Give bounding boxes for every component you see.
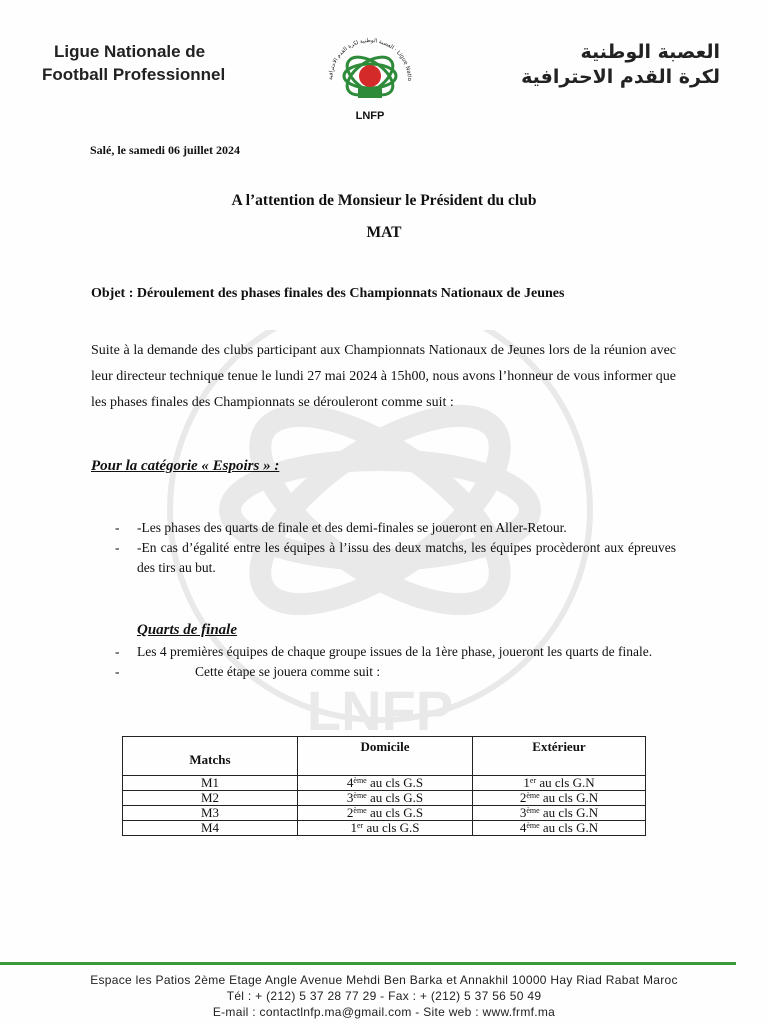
away-team-cell: 2ème au cls G.N xyxy=(473,791,646,806)
away-team-cell: 3ème au cls G.N xyxy=(473,806,646,821)
col-header-matchs: Matchs xyxy=(123,737,298,776)
lnfp-logo xyxy=(318,28,422,124)
section-espoirs-title: Pour la catégorie « Espoirs » : xyxy=(91,458,280,474)
col-header-domicile: Domicile xyxy=(298,737,473,776)
footer-phone: Tél : + (212) 5 37 28 77 29 - Fax : + (212) 5 37 56 50 49 xyxy=(226,989,542,1003)
matches-table xyxy=(122,736,646,836)
addressee-club: MAT xyxy=(366,224,402,241)
footer-address: Espace les Patios 2ème Etage Angle Avenue Mehdi Ben Barka et Annakhil 10000 Hay Riad Rabat Maroc xyxy=(90,973,678,987)
col-header-exterieur: Extérieur xyxy=(473,737,646,776)
footer-contact xyxy=(0,972,768,1020)
table-row xyxy=(123,776,646,791)
match-id: M4 xyxy=(123,821,298,836)
home-team-cell: 3ème au cls G.S xyxy=(298,791,473,806)
list-item: - -En cas d’égalité entre les équipes à l’issu des deux matchs, les équipes procèderont aux épreuves des tirs au but. xyxy=(115,540,676,575)
letter-date: Salé, le samedi 06 juillet 2024 xyxy=(90,143,240,157)
logo-text: LNFP xyxy=(355,110,385,122)
arabic-line1: العصبة الوطنية xyxy=(580,41,720,63)
match-id: M1 xyxy=(123,776,298,791)
section-quarts-title: Quarts de finale xyxy=(137,622,238,638)
org-name-french xyxy=(42,40,225,86)
home-team-cell: 2ème au cls G.S xyxy=(298,806,473,821)
table-row xyxy=(123,791,646,806)
arabic-line2: لكرة القدم الاحترافية xyxy=(521,66,720,88)
org-name-line2: Football Professionnel xyxy=(42,65,226,84)
table-header-row xyxy=(123,737,646,776)
quarts-bullets xyxy=(115,642,676,682)
org-name-line1: Ligue Nationale de xyxy=(54,42,206,61)
match-id: M3 xyxy=(123,806,298,821)
org-name-arabic xyxy=(521,40,720,90)
list-item: - -Les phases des quarts de finale et des demi-finales se joueront en Aller-Retour. xyxy=(115,520,567,535)
espoirs-bullets xyxy=(115,518,676,578)
home-team-cell: 1er au cls G.S xyxy=(298,821,473,836)
match-id: M2 xyxy=(123,791,298,806)
home-team-cell: 4ème au cls G.S xyxy=(298,776,473,791)
table-row xyxy=(123,821,646,836)
table-row xyxy=(123,806,646,821)
intro-paragraph: Suite à la demande des clubs participant aux Championnats Nationaux de Jeunes lors de la réunion avec leur directeur technique tenue le lundi 27 mai 2024 à 15h00, nous avons l’honneur de vous informer que les phases finales des Championnats se dérouleront comme suit : xyxy=(91,343,676,410)
away-team-cell: 4ème au cls G.N xyxy=(473,821,646,836)
addressee-line1: A l’attention de Monsieur le Président du club xyxy=(231,192,537,209)
watermark-text: LNFP xyxy=(306,679,454,742)
list-item: - Les 4 premières équipes de chaque groupe issues de la 1ère phase, joueront les quarts de finale. xyxy=(115,644,653,659)
footer-email: E-mail : contactlnfp.ma@gmail.com - Site web : www.frmf.ma xyxy=(212,1005,556,1019)
letter-subject: Objet : Déroulement des phases finales des Championnats Nationaux de Jeunes xyxy=(91,286,565,301)
logo-ring-text: العصبة الوطنية لكرة القدم الاحترافية · Ligue Natio xyxy=(327,37,413,82)
away-team-cell: 1er au cls G.N xyxy=(473,776,646,791)
list-item: - Cette étape se jouera comme suit : xyxy=(115,664,381,679)
footer-divider xyxy=(0,962,736,965)
